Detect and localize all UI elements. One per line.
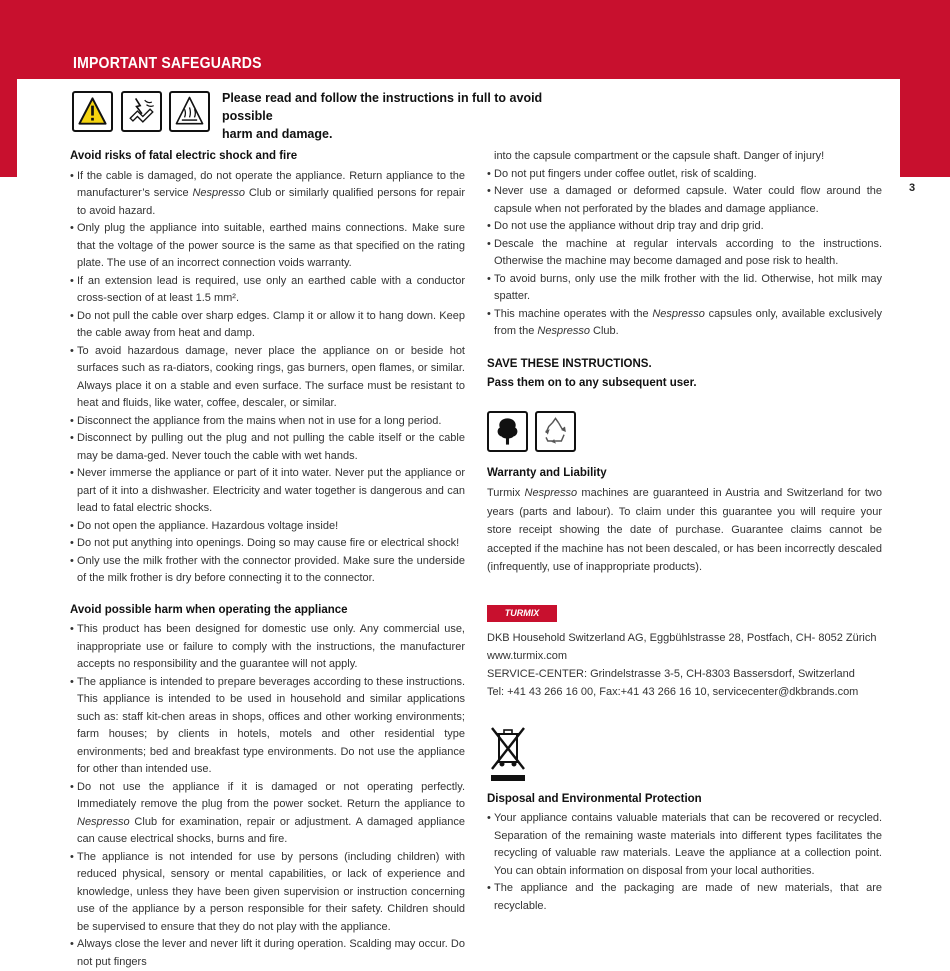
section-electric-shock-title: Avoid risks of fatal electric shock and fire (70, 150, 298, 162)
electric-shock-hand-icon (121, 91, 162, 132)
list-item: • Never use a damaged or deformed capsule. Water could flow around the capsule when not perforated by the blades and damage appliance. (487, 183, 882, 218)
contact-line: Tel: +41 43 266 16 00, Fax:+41 43 266 16 10, servicecenter@dkbrands.com (487, 685, 859, 698)
list-item: • Do not pull the cable over sharp edges. Clamp it or allow it to hang down. Keep the cable away from heat and damp. (70, 308, 465, 343)
intro-line-2: harm and damage. (222, 127, 333, 141)
disposal-title: Disposal and Environmental Protection (487, 792, 702, 805)
service-center-address: SERVICE-CENTER: Grindelstrasse 3-5, CH-8303 Bassersdorf, Switzerland (487, 667, 855, 680)
section-operating-list (70, 621, 465, 971)
save-instructions: SAVE THESE INSTRUCTIONS. (487, 357, 652, 370)
pass-on-note: Pass them on to any subsequent user. (487, 376, 697, 389)
website-link[interactable]: www.turmix.com (487, 649, 568, 662)
list-item: • To avoid burns, only use the milk frother with the lid. Otherwise, hot milk may spatter. (487, 271, 882, 306)
list-item: • Do not use the appliance without drip tray and drip grid. (487, 218, 882, 236)
right-column (487, 148, 882, 915)
list-item: • Do not put fingers under coffee outlet, risk of scalding. (487, 166, 882, 184)
list-item: • The appliance and the packaging are made of new materials, that are recyclable. (487, 880, 882, 915)
logo-row (487, 599, 882, 629)
list-item: • The appliance is not intended for use by persons (including children) with reduced physical, sensory or mental capabilities, or lack of experience and knowledge, unless they have been given supervision or instruction concerning use of the appliance by a person responsible for their safety. Children should be supervised to ensure that they do not play with the appliance. (70, 849, 465, 937)
recycle-icon (535, 411, 576, 452)
page-title: IMPORTANT SAFEGUARDS (73, 55, 262, 72)
list-item: • Disconnect the appliance from the mains when not in use for a long period. (70, 413, 465, 431)
list-item: • If an extension lead is required, use only an earthed cable with a conductor cross-section of at least 1.5 mm². (70, 273, 465, 308)
list-item: • Descale the machine at regular intervals according to the instructions. Otherwise the machine may become damaged and pose risk to health. (487, 236, 882, 271)
list-item: • Your appliance contains valuable materials that can be recovered or recycled. Separation of the remaining waste materials into different types facilitates the recycling of valuable raw materials. Leave the appliance at a collection point. You can obtain information on disposal from your local authorities. (487, 810, 882, 880)
section-electric-shock-list (70, 168, 465, 588)
section-operating-title: Avoid possible harm when operating the appliance (70, 603, 348, 616)
list-item: • Only use the milk frother with the connector provided. Make sure the underside of the milk frother is dry before connecting it to the connector. (70, 553, 465, 588)
disposal-list (487, 810, 882, 915)
warning-triangle-icon (72, 91, 113, 132)
address-line-1: DKB Household Switzerland AG, Eggbühlstrasse 28, Postfach, CH- 8052 Zürich (487, 631, 877, 644)
eco-icons (487, 409, 882, 453)
list-item: • Disconnect by pulling out the plug and not pulling the cable itself or the cable may be dama-ged. Never touch the cable with wet hands. (70, 430, 465, 465)
warranty-text: Turmix Nespresso machines are guaranteed in Austria and Switzerland for two years (parts and labour). To claim under this guarantee you will require your store receipt showing the date of purchase. Guarantee claims cannot be accepted if the machine has not been descaled, or has been incorrectly descaled (infrequently, use of inappropriate products). (487, 487, 882, 573)
weee-row (487, 721, 882, 791)
list-item: • Only plug the appliance into suitable, earthed mains connections. Make sure that the voltage of the power source is the same as that specified on the rating plate. The use of an incorrect connection voids warranty. (70, 220, 465, 273)
list-item: • Do not open the appliance. Hazardous voltage inside! (70, 518, 465, 536)
list-item: • Do not use the appliance if it is damaged or not operating perfectly. Immediately remove the plug from the power socket. Return the appliance to Nespresso Club for examination, repair or adjustment. A damaged appliance can cause electrical shocks, burns and fire. (70, 779, 465, 849)
list-item: • Never immerse the appliance or part of it into water. Never put the appliance or part of it into a dishwasher. Electricity and water together is dangerous and can lead to fatal electric shocks. (70, 465, 465, 518)
intro-note (222, 89, 582, 143)
list-item: • This machine operates with the Nespresso capsules only, available exclusively from the Nespresso Club. (487, 306, 882, 341)
list-item: into the capsule compartment or the capsule shaft. Danger of injury! (494, 150, 825, 162)
hot-surface-icon (169, 91, 210, 132)
section-operating-list-continued (487, 148, 882, 341)
warranty-title: Warranty and Liability (487, 466, 607, 479)
list-item: • If the cable is damaged, do not operate the appliance. Return appliance to the manufacturer’s service Nespresso Club or similarly qualified persons for repair to avoid hazard. (70, 168, 465, 221)
page-number: 3 (909, 182, 916, 194)
left-column (70, 148, 465, 971)
list-item: • Always close the lever and never lift it during operation. Scalding may occur. Do not put fingers (70, 936, 465, 971)
list-item: • This product has been designed for domestic use only. Any commercial use, inappropriate use or failure to comply with the instructions, the manufacturer accepts no responsibility and the guarantee will not apply. (70, 621, 465, 674)
turmix-logo: TURMIX (487, 605, 557, 622)
list-item: • To avoid hazardous damage, never place the appliance on or beside hot surfaces such as ra-diators, cooking rings, gas burners, open flames, or similar. Always place it on a stable and even surface. The surface must be resistant to heat and fluids, like water, coffee, descaler, or similar. (70, 343, 465, 413)
tree-icon (487, 411, 528, 452)
weee-bin-icon (487, 725, 529, 783)
intro-line-1: Please read and follow the instructions in full to avoid possible (222, 91, 543, 123)
list-item: • Do not put anything into openings. Doing so may cause fire or electrical shock! (70, 535, 465, 553)
list-item: • The appliance is intended to prepare beverages according to these instructions. This appliance is intended to be used in household and similar applications such as: staff kit-chen areas in shops, offices and other working environments; farm houses; by clients in hotels, motels and other residential type environments; bed and breakfast type environments. Do not use the appliance for other than intended use. (70, 674, 465, 779)
